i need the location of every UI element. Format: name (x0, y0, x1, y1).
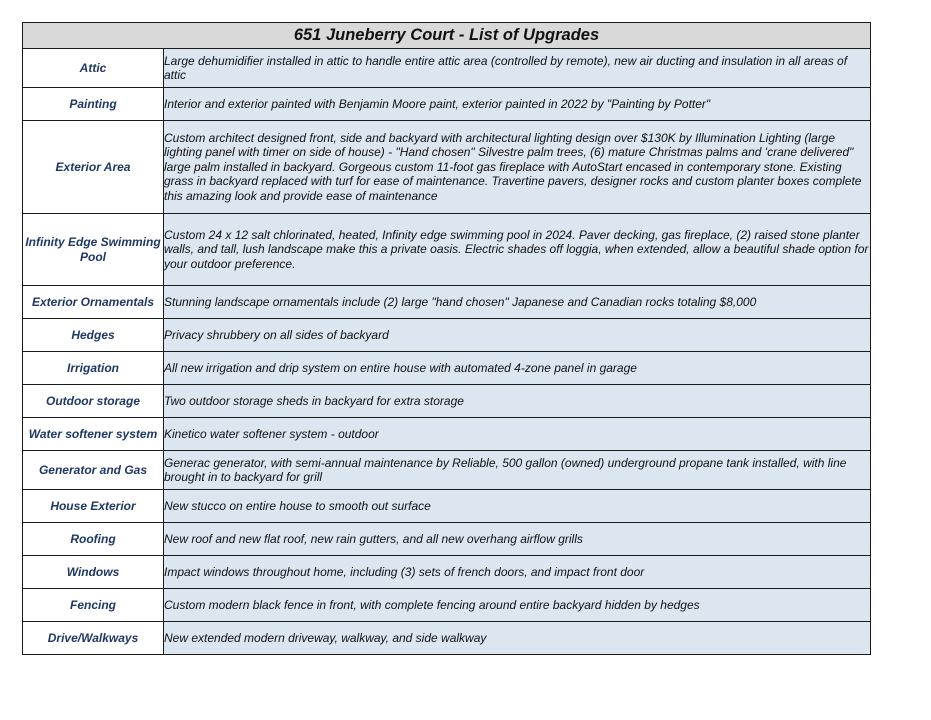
description-cell: Custom modern black fence in front, with complete fencing around entire backyard hidden by hedges (164, 589, 871, 622)
upgrades-table (22, 22, 871, 655)
description-cell: Custom architect designed front, side and backyard with architectural lighting design over $130K by Illumination Lighting (large lighting panel with timer on side of house) - "Hand chosen" Silvestre palm trees, (6) mature Christmas palms and 'crane delivered" large palm installed in backyard. Gorgeous custom 11-foot gas fireplace with AutoStart encased in contemporary stone. Existing grass in backyard replaced with turf for ease of maintenance. Travertine pavers, designer rocks and custom planter boxes complete this amazing look and provide ease of maintenance (164, 121, 871, 214)
table-row (23, 352, 871, 385)
description-cell: Large dehumidifier installed in attic to handle entire attic area (controlled by remote), new air ducting and insulation in all areas of attic (164, 49, 871, 88)
category-cell: Irrigation (23, 352, 164, 385)
description-cell: Kinetico water softener system - outdoor (164, 418, 871, 451)
category-cell: House Exterior (23, 490, 164, 523)
description-cell: Custom 24 x 12 salt chlorinated, heated, Infinity edge swimming pool in 2024. Paver decking, gas fireplace, (2) raised stone planter walls, and tall, lush landscape make this a private oasis. Electric shades off loggia, when extended, allow a beautiful shade option for your outdoor preference. (164, 214, 871, 286)
table-row (23, 214, 871, 286)
description-cell: New stucco on entire house to smooth out surface (164, 490, 871, 523)
category-cell: Generator and Gas (23, 451, 164, 490)
description-cell: Impact windows throughout home, including (3) sets of french doors, and impact front door (164, 556, 871, 589)
category-cell: Fencing (23, 589, 164, 622)
table-row (23, 589, 871, 622)
description-cell: Generac generator, with semi-annual maintenance by Reliable, 500 gallon (owned) underground propane tank installed, with line brought in to backyard for grill (164, 451, 871, 490)
category-cell: Outdoor storage (23, 385, 164, 418)
table-row (23, 490, 871, 523)
category-cell: Hedges (23, 319, 164, 352)
category-cell: Roofing (23, 523, 164, 556)
table-row (23, 319, 871, 352)
description-cell: New extended modern driveway, walkway, and side walkway (164, 622, 871, 655)
table-row (23, 451, 871, 490)
table-row (23, 49, 871, 88)
table-row (23, 88, 871, 121)
table-row (23, 622, 871, 655)
description-cell: Stunning landscape ornamentals include (2) large "hand chosen" Japanese and Canadian rocks totaling $8,000 (164, 286, 871, 319)
table-row (23, 121, 871, 214)
category-cell: Drive/Walkways (23, 622, 164, 655)
description-cell: Two outdoor storage sheds in backyard for extra storage (164, 385, 871, 418)
table-row (23, 556, 871, 589)
description-cell: Privacy shrubbery on all sides of backyard (164, 319, 871, 352)
table-row (23, 385, 871, 418)
category-cell: Painting (23, 88, 164, 121)
description-cell: Interior and exterior painted with Benjamin Moore paint, exterior painted in 2022 by "Painting by Potter" (164, 88, 871, 121)
category-cell: Attic (23, 49, 164, 88)
title-row (23, 23, 871, 49)
category-cell: Infinity Edge Swimming Pool (23, 214, 164, 286)
description-cell: New roof and new flat roof, new rain gutters, and all new overhang airflow grills (164, 523, 871, 556)
table-row (23, 286, 871, 319)
category-cell: Water softener system (23, 418, 164, 451)
table-row (23, 523, 871, 556)
description-cell: All new irrigation and drip system on entire house with automated 4-zone panel in garage (164, 352, 871, 385)
table-title: 651 Juneberry Court - List of Upgrades (23, 23, 871, 49)
category-cell: Exterior Area (23, 121, 164, 214)
category-cell: Exterior Ornamentals (23, 286, 164, 319)
category-cell: Windows (23, 556, 164, 589)
table-row (23, 418, 871, 451)
